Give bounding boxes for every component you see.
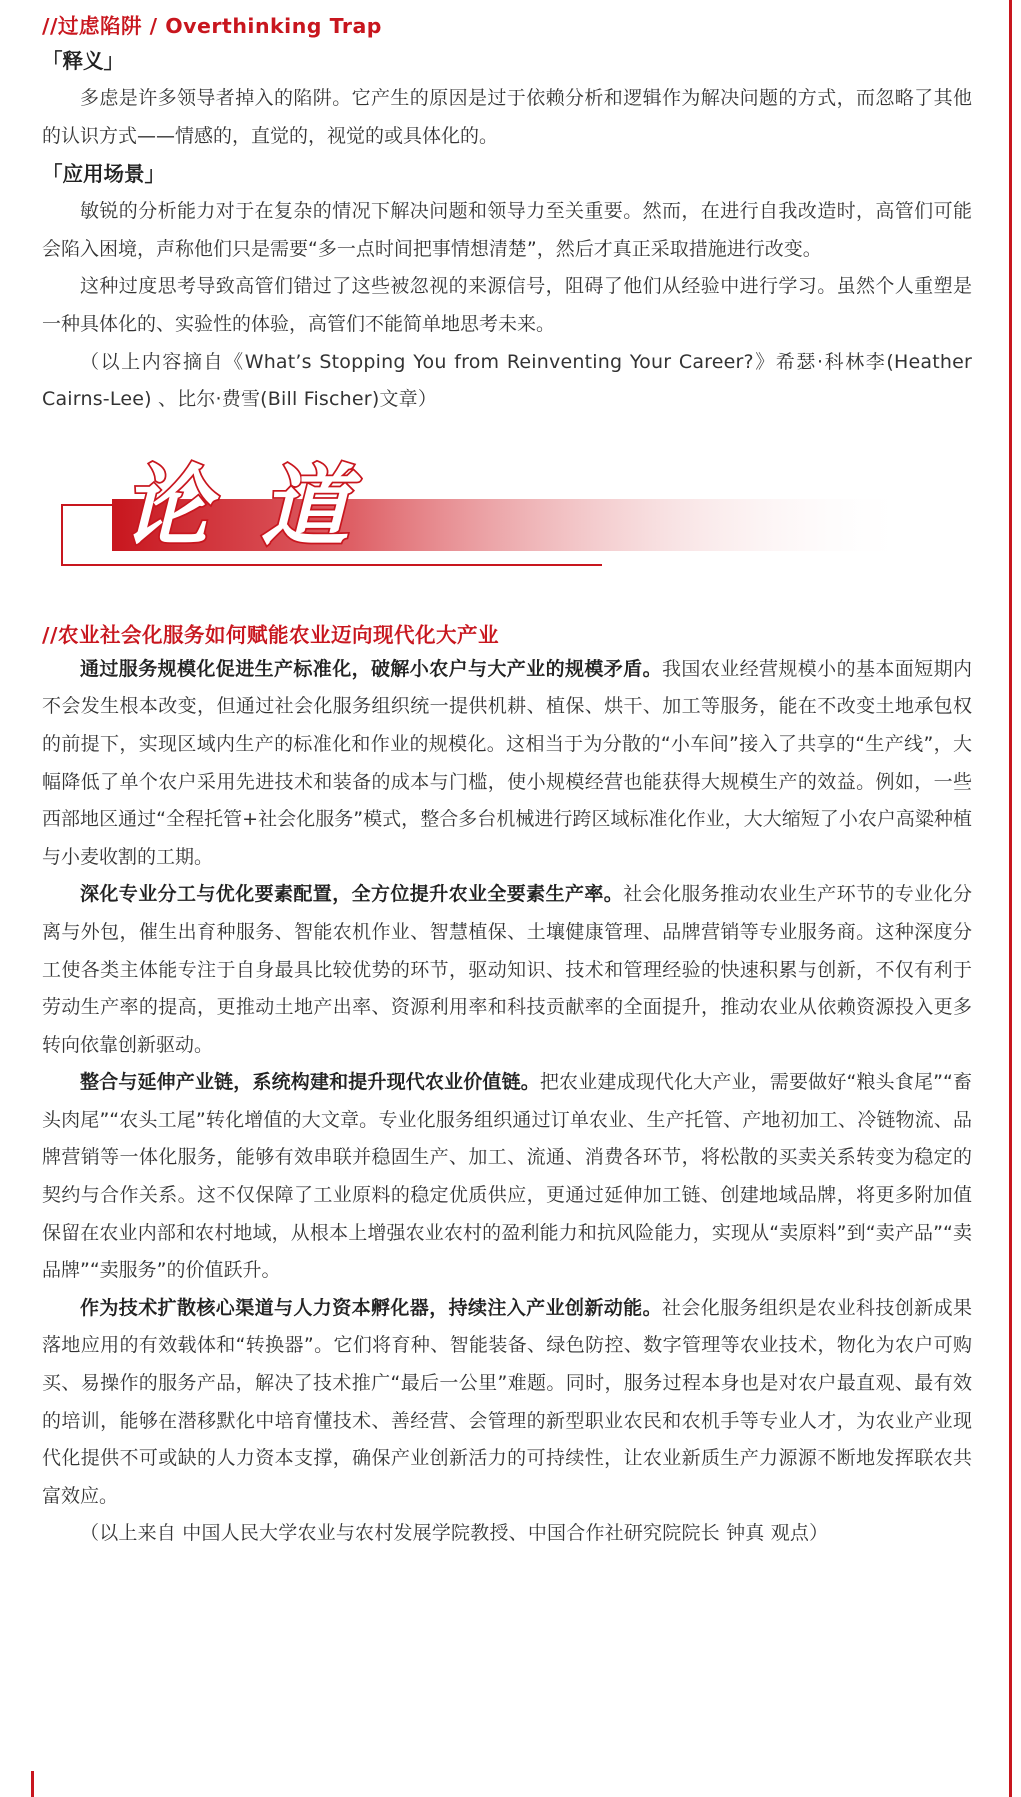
agri-paragraph-3-body: 把农业建成现代化大产业，需要做好“粮头食尾”“畜头肉尾”“农头工尾”转化增值的大文章。专业化服务组织通过订单农业、生产托管、产地初加工、冷链物流、品牌营销等一体化服务，能够有效串联并稳固生产、加工、流通、消费各环节，将松散的买卖关系转变为稳定的契约与合作关系。这不仅保障了工业原料的稳定优质供应，更通过延伸加工链、创建地域品牌，将更多附加值保留在农业内部和农村地域，从根本上增强农业农村的盈利能力和抗风险能力，实现从“卖原料”到“卖产品”“卖品牌”“卖服务”的价值跃升。	[42, 1071, 972, 1282]
subhead-application: 「应用场景」	[42, 162, 165, 187]
subhead-definition: 「释义」	[42, 49, 124, 73]
section-title-overthinking: //过虑陷阱 / Overthinking Trap	[42, 14, 382, 38]
definition-paragraph: 多虑是许多领导者掉入的陷阱。它产生的原因是过于依赖分析和逻辑作为解决问题的方式，而忽略了其他的认识方式——情感的，直觉的，视觉的或具体化的。	[42, 87, 972, 147]
agri-paragraph-2-lead: 深化专业分工与优化要素配置，全方位提升农业全要素生产率。	[80, 883, 624, 906]
agri-paragraph-2	[42, 876, 972, 1064]
frame-right-line	[1009, 0, 1012, 1797]
agri-paragraph-1-lead: 通过服务规模化促进生产标准化，破解小农户与大产业的规模矛盾。	[80, 657, 662, 680]
source-note-1: （以上内容摘自《What’s Stopping You from Reinventing Your Career?》希瑟·科林李(Heather Cairns-Lee) 、比尔·费雪(Bill Fischer)文章）	[42, 350, 972, 411]
article	[42, 10, 972, 1553]
agri-paragraph-1	[42, 651, 972, 877]
application-paragraph-2: 这种过度思考导致高管们错过了这些被忽视的来源信号，阻碍了他们从经验中进行学习。虽然个人重塑是一种具体化的、实验性的体验，高管们不能简单地思考未来。	[42, 275, 972, 335]
frame-bottom-line	[31, 1771, 34, 1797]
source-note-2: （以上来自 中国人民大学农业与农村发展学院教授、中国合作社研究院院长 钟真 观点）	[80, 1522, 829, 1545]
application-paragraph-1: 敏锐的分析能力对于在复杂的情况下解决问题和领导力至关重要。然而，在进行自我改造时，高管们可能会陷入困境，声称他们只是需要“多一点时间把事情想清楚”，然后才真正采取措施进行改变。	[42, 200, 972, 260]
banner-calligraphy-text: 论 道	[122, 453, 359, 558]
section-title-agriculture: //农业社会化服务如何赋能农业迈向现代化大产业	[42, 622, 499, 647]
agri-paragraph-4-lead: 作为技术扩散核心渠道与人力资本孵化器，持续注入产业创新动能。	[80, 1296, 662, 1319]
agri-paragraph-2-body: 社会化服务推动农业生产环节的专业化分离与外包，催生出育种服务、智能农机作业、智慧植保、土壤健康管理、品牌营销等专业服务商。这种深度分工使各类主体能专注于自身最具比较优势的环节，驱动知识、技术和管理经验的快速积累与创新，不仅有利于劳动生产率的提高，更推动土地产出率、资源利用率和科技贡献率的全面提升，推动农业从依赖资源投入更多转向依靠创新驱动。	[42, 883, 972, 1056]
agri-paragraph-3-lead: 整合与延伸产业链，系统构建和提升现代农业价值链。	[80, 1071, 540, 1094]
agri-paragraph-4-body: 社会化服务组织是农业科技创新成果落地应用的有效载体和“转换器”。它们将育种、智能装备、绿色防控、数字管理等农业技术，物化为农户可购买、易操作的服务产品，解决了技术推广“最后一公里”难题。同时，服务过程本身也是对农户最直观、最有效的培训，能够在潜移默化中培育懂技术、善经营、会管理的新型职业农民和农机手等专业人才，为农业产业现代化提供不可或缺的人力资本支撑，确保产业创新活力的可持续性，让农业新质生产力源源不断地发挥联农共富效应。	[42, 1296, 972, 1507]
agri-paragraph-1-body: 我国农业经营规模小的基本面短期内不会发生根本改变，但通过社会化服务组织统一提供机耕、植保、烘干、加工等服务，能在不改变土地承包权的前提下，实现区域内生产的标准化和作业的规模化。这相当于为分散的“小车间”接入了共享的“生产线”，大幅降低了单个农户采用先进技术和装备的成本与门槛，使小规模经营也能获得大规模生产的效益。例如，一些西部地区通过“全程托管+社会化服务”模式，整合多台机械进行跨区域标准化作业，大大缩短了小农户高粱种植与小麦收割的工期。	[42, 657, 972, 868]
lundao-banner	[42, 429, 972, 619]
banner-graphic	[42, 429, 972, 619]
agri-paragraph-4	[42, 1290, 972, 1516]
agri-paragraph-3	[42, 1064, 972, 1290]
